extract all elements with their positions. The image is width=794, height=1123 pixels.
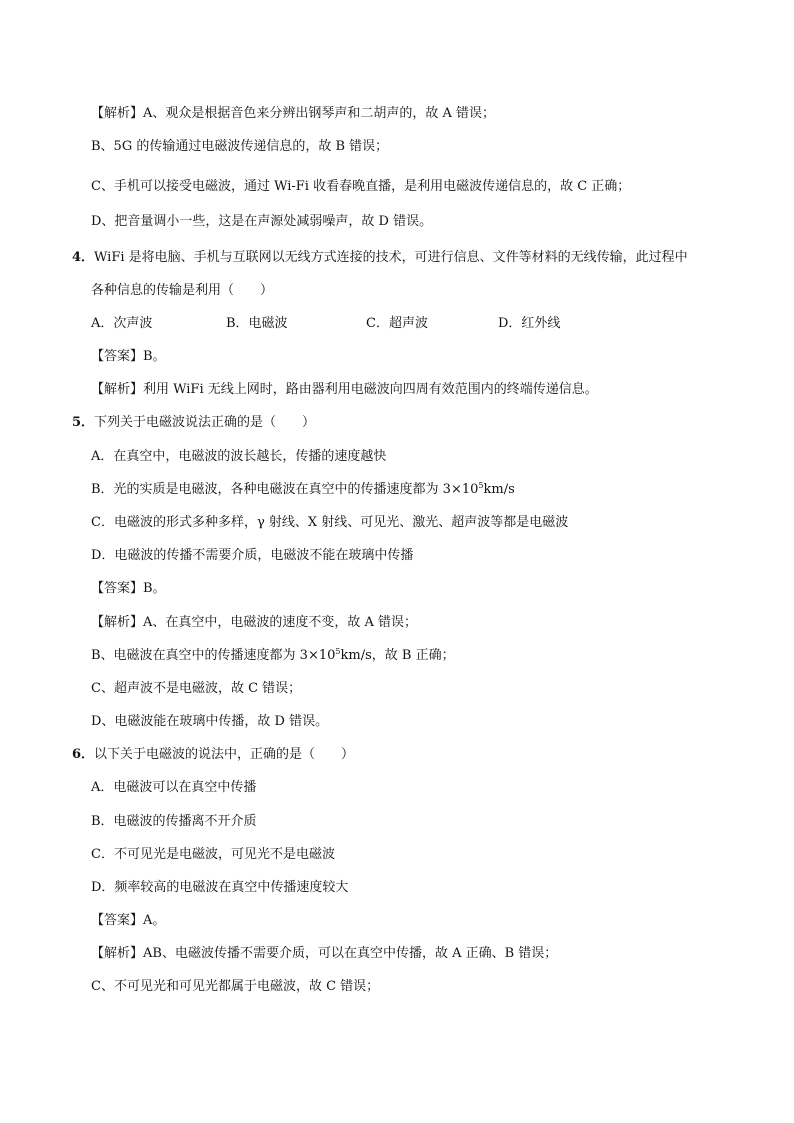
analysis-line: 【解析】A、在真空中，电磁波的速度不变，故 A 错误； — [91, 615, 418, 630]
option-d: D．红外线 — [498, 316, 561, 331]
question-4-stem-cont: 各种信息的传输是利用（ ） — [91, 283, 274, 298]
option-d: D．频率较高的电磁波在真空中传播速度较大 — [91, 880, 349, 895]
question-4-stem — [72, 249, 688, 267]
answer-line: 【答案】B。 — [91, 349, 166, 364]
option-c: C．不可见光是电磁波，可见光不是电磁波 — [91, 847, 335, 862]
option-c: C．超声波 — [366, 316, 428, 331]
option-d: D．电磁波的传播不需要介质，电磁波不能在玻璃中传播 — [91, 548, 414, 563]
question-number: 5． — [72, 415, 95, 430]
option-b-text: B．光的实质是电磁波，各种电磁波在真空中的传播速度都为 3×10 — [91, 482, 479, 497]
analysis-line: C、手机可以接受电磁波，通过 Wi-Fi 收看春晚直播，是利用电磁波传递信息的，故 C 正确； — [91, 179, 631, 194]
question-number: 4． — [72, 250, 95, 265]
question-6-stem — [72, 746, 354, 764]
option-b — [91, 481, 515, 499]
analysis-line: 【解析】A、观众是根据音色来分辨出钢琴声和二胡声的，故 A 错误； — [91, 106, 496, 121]
option-a: A．在真空中，电磁波的波长越长，传播的速度越快 — [91, 449, 387, 464]
analysis-line: D、电磁波能在玻璃中传播，故 D 错误。 — [91, 714, 329, 729]
question-number: 6． — [72, 747, 95, 762]
question-5-stem — [72, 414, 315, 432]
analysis-text: km/s，故 B 正确； — [340, 648, 455, 663]
option-a: A．电磁波可以在真空中传播 — [91, 780, 257, 795]
question-text: 下列关于电磁波说法正确的是（ ） — [94, 415, 316, 430]
analysis-line: C、不可见光和可见光都属于电磁波，故 C 错误； — [91, 979, 380, 994]
analysis-line: 【解析】AB、电磁波传播不需要介质，可以在真空中传播，故 A 正确、B 错误； — [91, 946, 558, 961]
exponent: 5 — [335, 647, 341, 656]
option-b: B．电磁波的传播离不开介质 — [91, 814, 257, 829]
question-text: WiFi 是将电脑、手机与互联网以无线方式连接的技术，可进行信息、文件等材料的无线传输，此过程中 — [94, 250, 688, 265]
option-c: C．电磁波的形式多种多样，γ 射线、X 射线、可见光、激光、超声波等都是电磁波 — [91, 515, 569, 530]
answer-line: 【答案】A。 — [91, 913, 166, 928]
analysis-line — [91, 647, 455, 665]
analysis-line: D、把音量调小一些，这是在声源处减弱噪声，故 D 错误。 — [91, 214, 433, 229]
analysis-line: C、超声波不是电磁波，故 C 错误； — [91, 681, 302, 696]
exponent: 5 — [478, 481, 484, 490]
question-text: 以下关于电磁波的说法中，正确的是（ ） — [94, 747, 355, 762]
option-a: A．次声波 — [91, 316, 153, 331]
analysis-line: B、5G 的传输通过电磁波传递信息的，故 B 错误； — [91, 139, 389, 154]
unit-text: km/s — [483, 482, 515, 497]
answer-line: 【答案】B。 — [91, 581, 166, 596]
option-b: B．电磁波 — [226, 316, 288, 331]
analysis-line: 【解析】利用 WiFi 无线上网时，路由器利用电磁波向四周有效范围内的终端传递信息。 — [91, 382, 598, 397]
analysis-text: B、电磁波在真空中的传播速度都为 3×10 — [91, 648, 336, 663]
